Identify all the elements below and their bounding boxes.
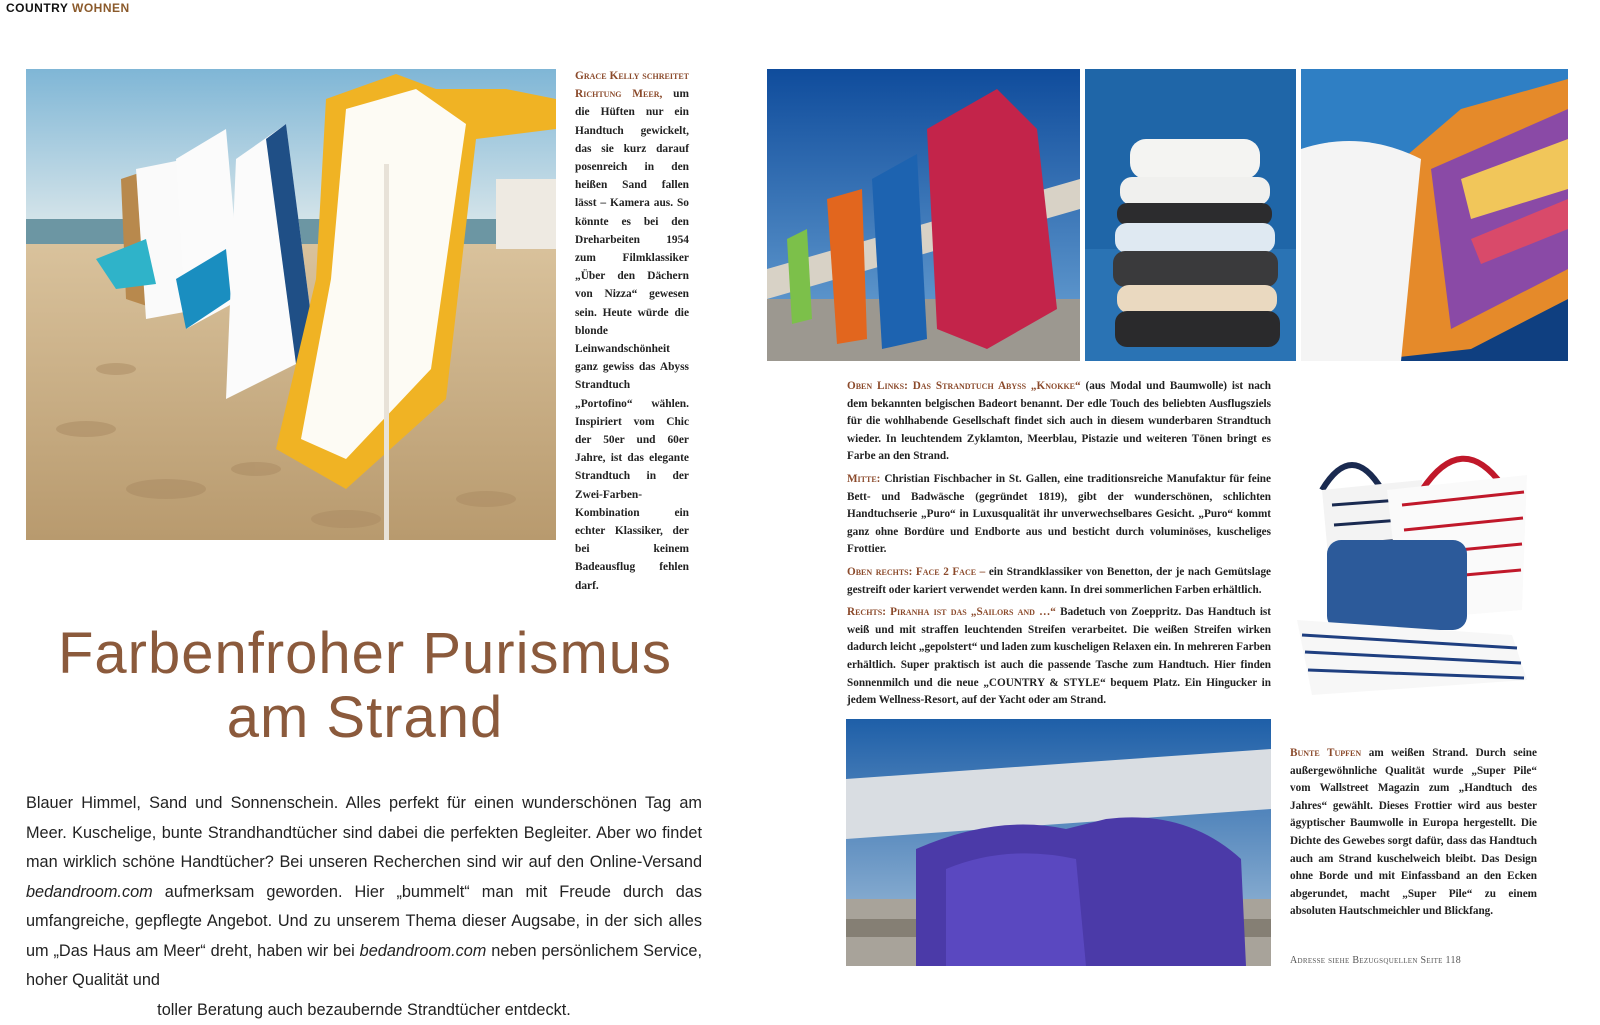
beach-bag-pillow-photo — [1292, 430, 1538, 710]
striped-towel-photo — [1301, 69, 1568, 361]
section-label-wohnen: WOHNEN — [72, 1, 130, 15]
intro-paragraph — [26, 789, 702, 1025]
title-line-2: am Strand — [20, 686, 710, 750]
caption-middle: Mitte: Christian Fischbacher in St. Gallen, eine traditionsreiche Manufaktur für feine Bett- und Badwäsche (gegründet 1819), gibt der wunderschönen, schlichten Handtuchserie „Puro“ in Luxusqualität ihr unverwechselbares Gesicht. „Puro“ kommt ganz ohne Bordüre und Endborte aus und besticht durch voluminöses, kuscheliges Frottier. — [847, 471, 1271, 559]
intro-text-1: Blauer Himmel, Sand und Sonnenschein. Alles perfekt für einen wunderschönen Tag am Meer. Kuschelige, bunte Strandhandtücher sind dabei die perfekten Begleiter. Aber wo findet man wirklich schöne Handtücher? Bei unseren Recherchen sind wir auf den Online-Versand — [26, 794, 702, 871]
caption-right: Rechts: Piranha ist das „Sailors and …“ Badetuch von Zoeppritz. Das Handtuch ist weiß und mit straffen leuchtenden Streifen verarbeitet. Die weißen Streifen wirken dadurch leicht „gepolstert“ und laden zum kuscheligen Relaxen ein. In mehreren Farben erhältlich. Super praktisch ist auch die passende Tasche zum Handtuch. Hier finden Sonnenmilch und die neue „COUNTRY & STYLE“ bequem Platz. Ein Hingucker in jedem Wellness-Resort, auf der Yacht oder am Strand. — [847, 604, 1271, 710]
caption-top-left: Oben Links: Das Strandtuch Abyss „Knokke“ (aus Modal und Baumwolle) ist nach dem bekannten belgischen Badeort benannt. Der edle Touch des beliebten Ausflugsziels für die wohlhabende Gesellschaft findet sich auch in diesem wunderbaren Strandtuch wieder. In leuchtendem Zyklamton, Meerblau, Pistazie und weiteren Tönen bringt es Farbe an den Strand. — [847, 378, 1271, 466]
intro-link-2: bedandroom.com — [360, 942, 487, 960]
beach-towels-photo — [26, 69, 556, 540]
intro-text-2: aufmerksam geworden. Hier „bummelt“ man mit Freude durch das umfangreiche, gepflegte Angebot. Und zu unserem Thema dieser Augsabe, in der sich alles um „Das Haus am Meer“ dreht, haben wir bei — [26, 883, 702, 960]
sidebar-lead: Grace Kelly schreitet Richtung Meer, — [575, 70, 689, 100]
sidebar-story-text — [575, 67, 689, 595]
intro-text-4: toller Beratung auch bezaubernde Strandtücher entdeckt. — [26, 996, 702, 1025]
section-header — [6, 1, 130, 15]
title-line-1: Farbenfroher Purismus — [20, 622, 710, 686]
purple-towel-caption: Bunte Tupfen am weißen Strand. Durch seine außergewöhnliche Qualität wurde „Super Pile“ vom Wallstreet Magazin zum „Handtuch des Jahres“ gewählt. Dieses Frottier wird aus bester ägyptischer Baumwolle in Europa hergestellt. Die Dichte des Gewebes sorgt dafür, dass das Handtuch auch am Strand kuschelweich bleibt. Das Design ohne Borde und mit Einfassband an den Ecken abgerundet, macht „Super Pile“ zu einem absoluten Hautschmeichler und Blickfang. — [1290, 745, 1537, 921]
purple-towel-photo — [846, 719, 1271, 966]
stacked-towels-photo — [1085, 69, 1296, 361]
intro-text-3: neben persönlichem Service, hoher Qualität und — [26, 942, 702, 990]
address-reference: Adresse siehe Bezugsquellen Seite 118 — [1290, 955, 1461, 966]
intro-link-1: bedandroom.com — [26, 883, 153, 901]
sidebar-body: um die Hüften nur ein Handtuch gewickelt, das sie kurz darauf posenreich in den heißen Sand fallen lässt – Kamera aus. So könnte es bei den Dreharbeiten 1954 zum Filmklassiker „Über den Dächern von Nizza“ gewesen sein. Heute würde die blonde Leinwandschönheit ganz gewiss das Abyss Strandtuch „Portofino“ wählen. Inspiriert vom Chic der 50er und 60er Jahre, ist das elegante Strandtuch in der Zwei-Farben-Kombination ein echter Klassiker, der bei keinem Badeausflug fehlen darf. — [575, 88, 689, 591]
colorful-towels-photo — [767, 69, 1080, 361]
caption-top-right: Oben rechts: Face 2 Face – ein Strandklassiker von Benetton, der je nach Gemütslage gestreift oder kariert verwendet werden kann. In drei sommerlichen Farben erhältlich. — [847, 564, 1271, 599]
section-label-country: COUNTRY — [6, 1, 68, 15]
article-title — [20, 622, 710, 750]
photo-captions — [847, 378, 1271, 715]
